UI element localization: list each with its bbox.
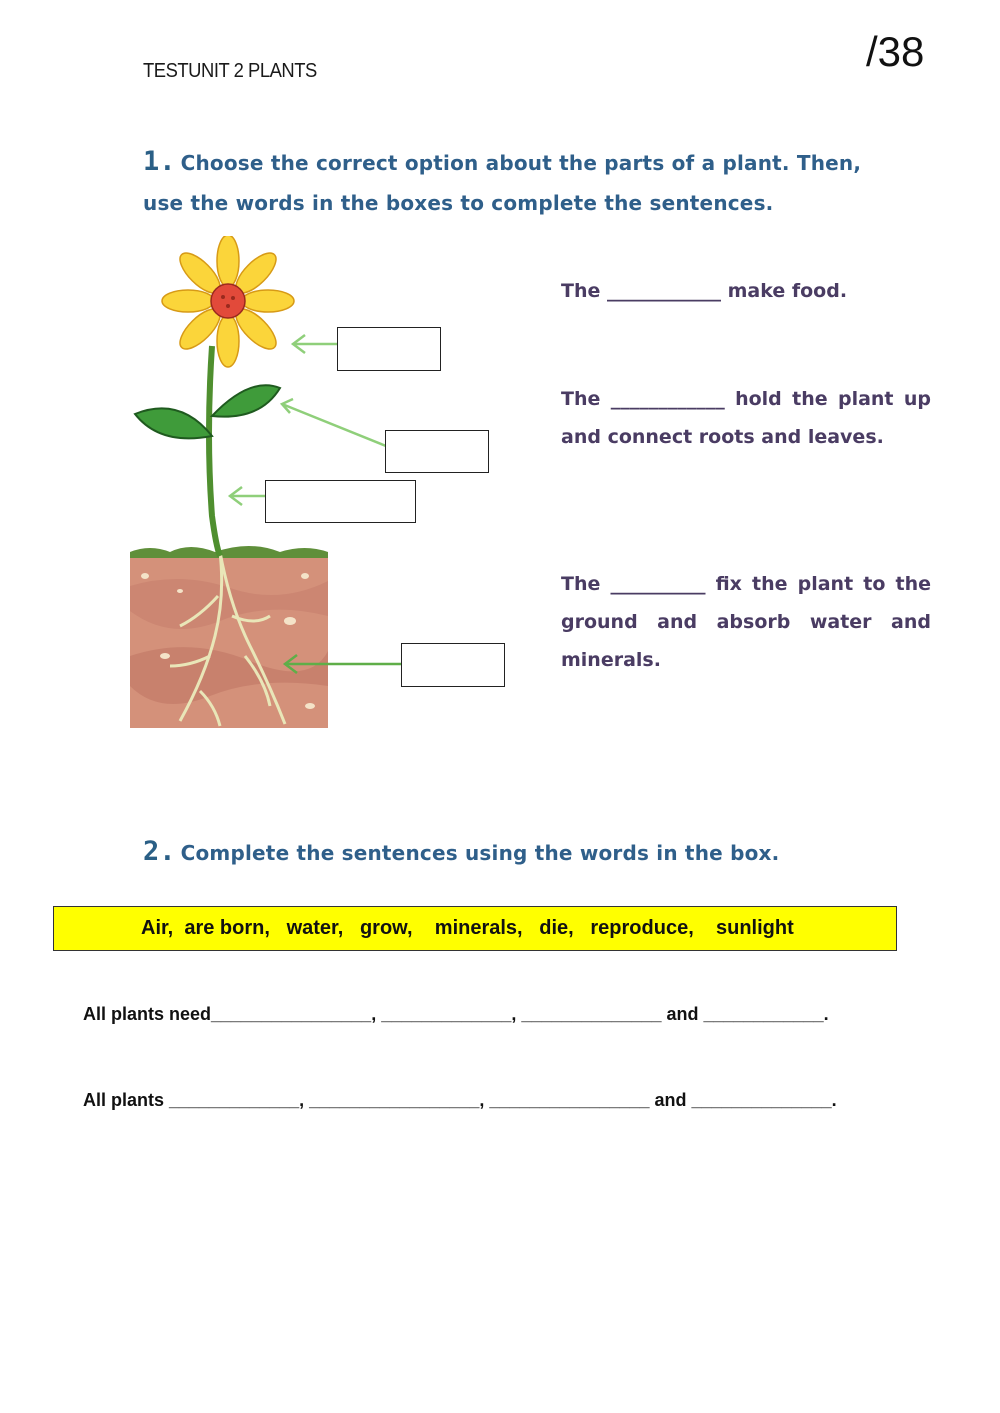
question-2-text: Complete the sentences using the words in the box. bbox=[180, 841, 780, 865]
sentence-roots: The __________ fix the plant to the ground and absorb water and minerals. bbox=[561, 573, 931, 671]
sentence-stem: The ____________ hold the plant up and connect roots and leaves. bbox=[561, 388, 931, 448]
sentence-leaves: The ____________ make food. bbox=[561, 280, 848, 302]
question-1-number: 1. bbox=[143, 146, 176, 177]
score-total: /38 bbox=[866, 28, 925, 75]
question-1-line-1 bbox=[143, 146, 861, 177]
fill-sentence-life-cycle[interactable]: All plants _____________, _________________, ________________ and ______________. bbox=[83, 1090, 837, 1110]
word-bank-box bbox=[53, 906, 897, 951]
roots-label-box[interactable] bbox=[401, 643, 505, 687]
stem-icon bbox=[209, 346, 220, 556]
question-2-number: 2. bbox=[143, 836, 176, 867]
flower-icon bbox=[162, 236, 294, 367]
stem-label-box[interactable] bbox=[265, 480, 416, 523]
flower-label-box[interactable] bbox=[337, 327, 441, 371]
soil-icon bbox=[130, 546, 328, 728]
question-1-text-1: Choose the correct option about the parts of a plant. Then, bbox=[180, 151, 862, 175]
fill-sentence-needs[interactable]: All plants need________________, _____________, ______________ and ____________. bbox=[83, 1004, 829, 1024]
question-1-line-2: use the words in the boxes to complete the sentences. bbox=[143, 191, 774, 215]
leaves-label-box[interactable] bbox=[385, 430, 489, 473]
worksheet-title: TESTUNIT 2 PLANTS bbox=[143, 60, 317, 82]
question-2-heading bbox=[143, 836, 779, 867]
word-bank-words: Air, are born, water, grow, minerals, die, reproduce, sunlight bbox=[141, 917, 794, 939]
